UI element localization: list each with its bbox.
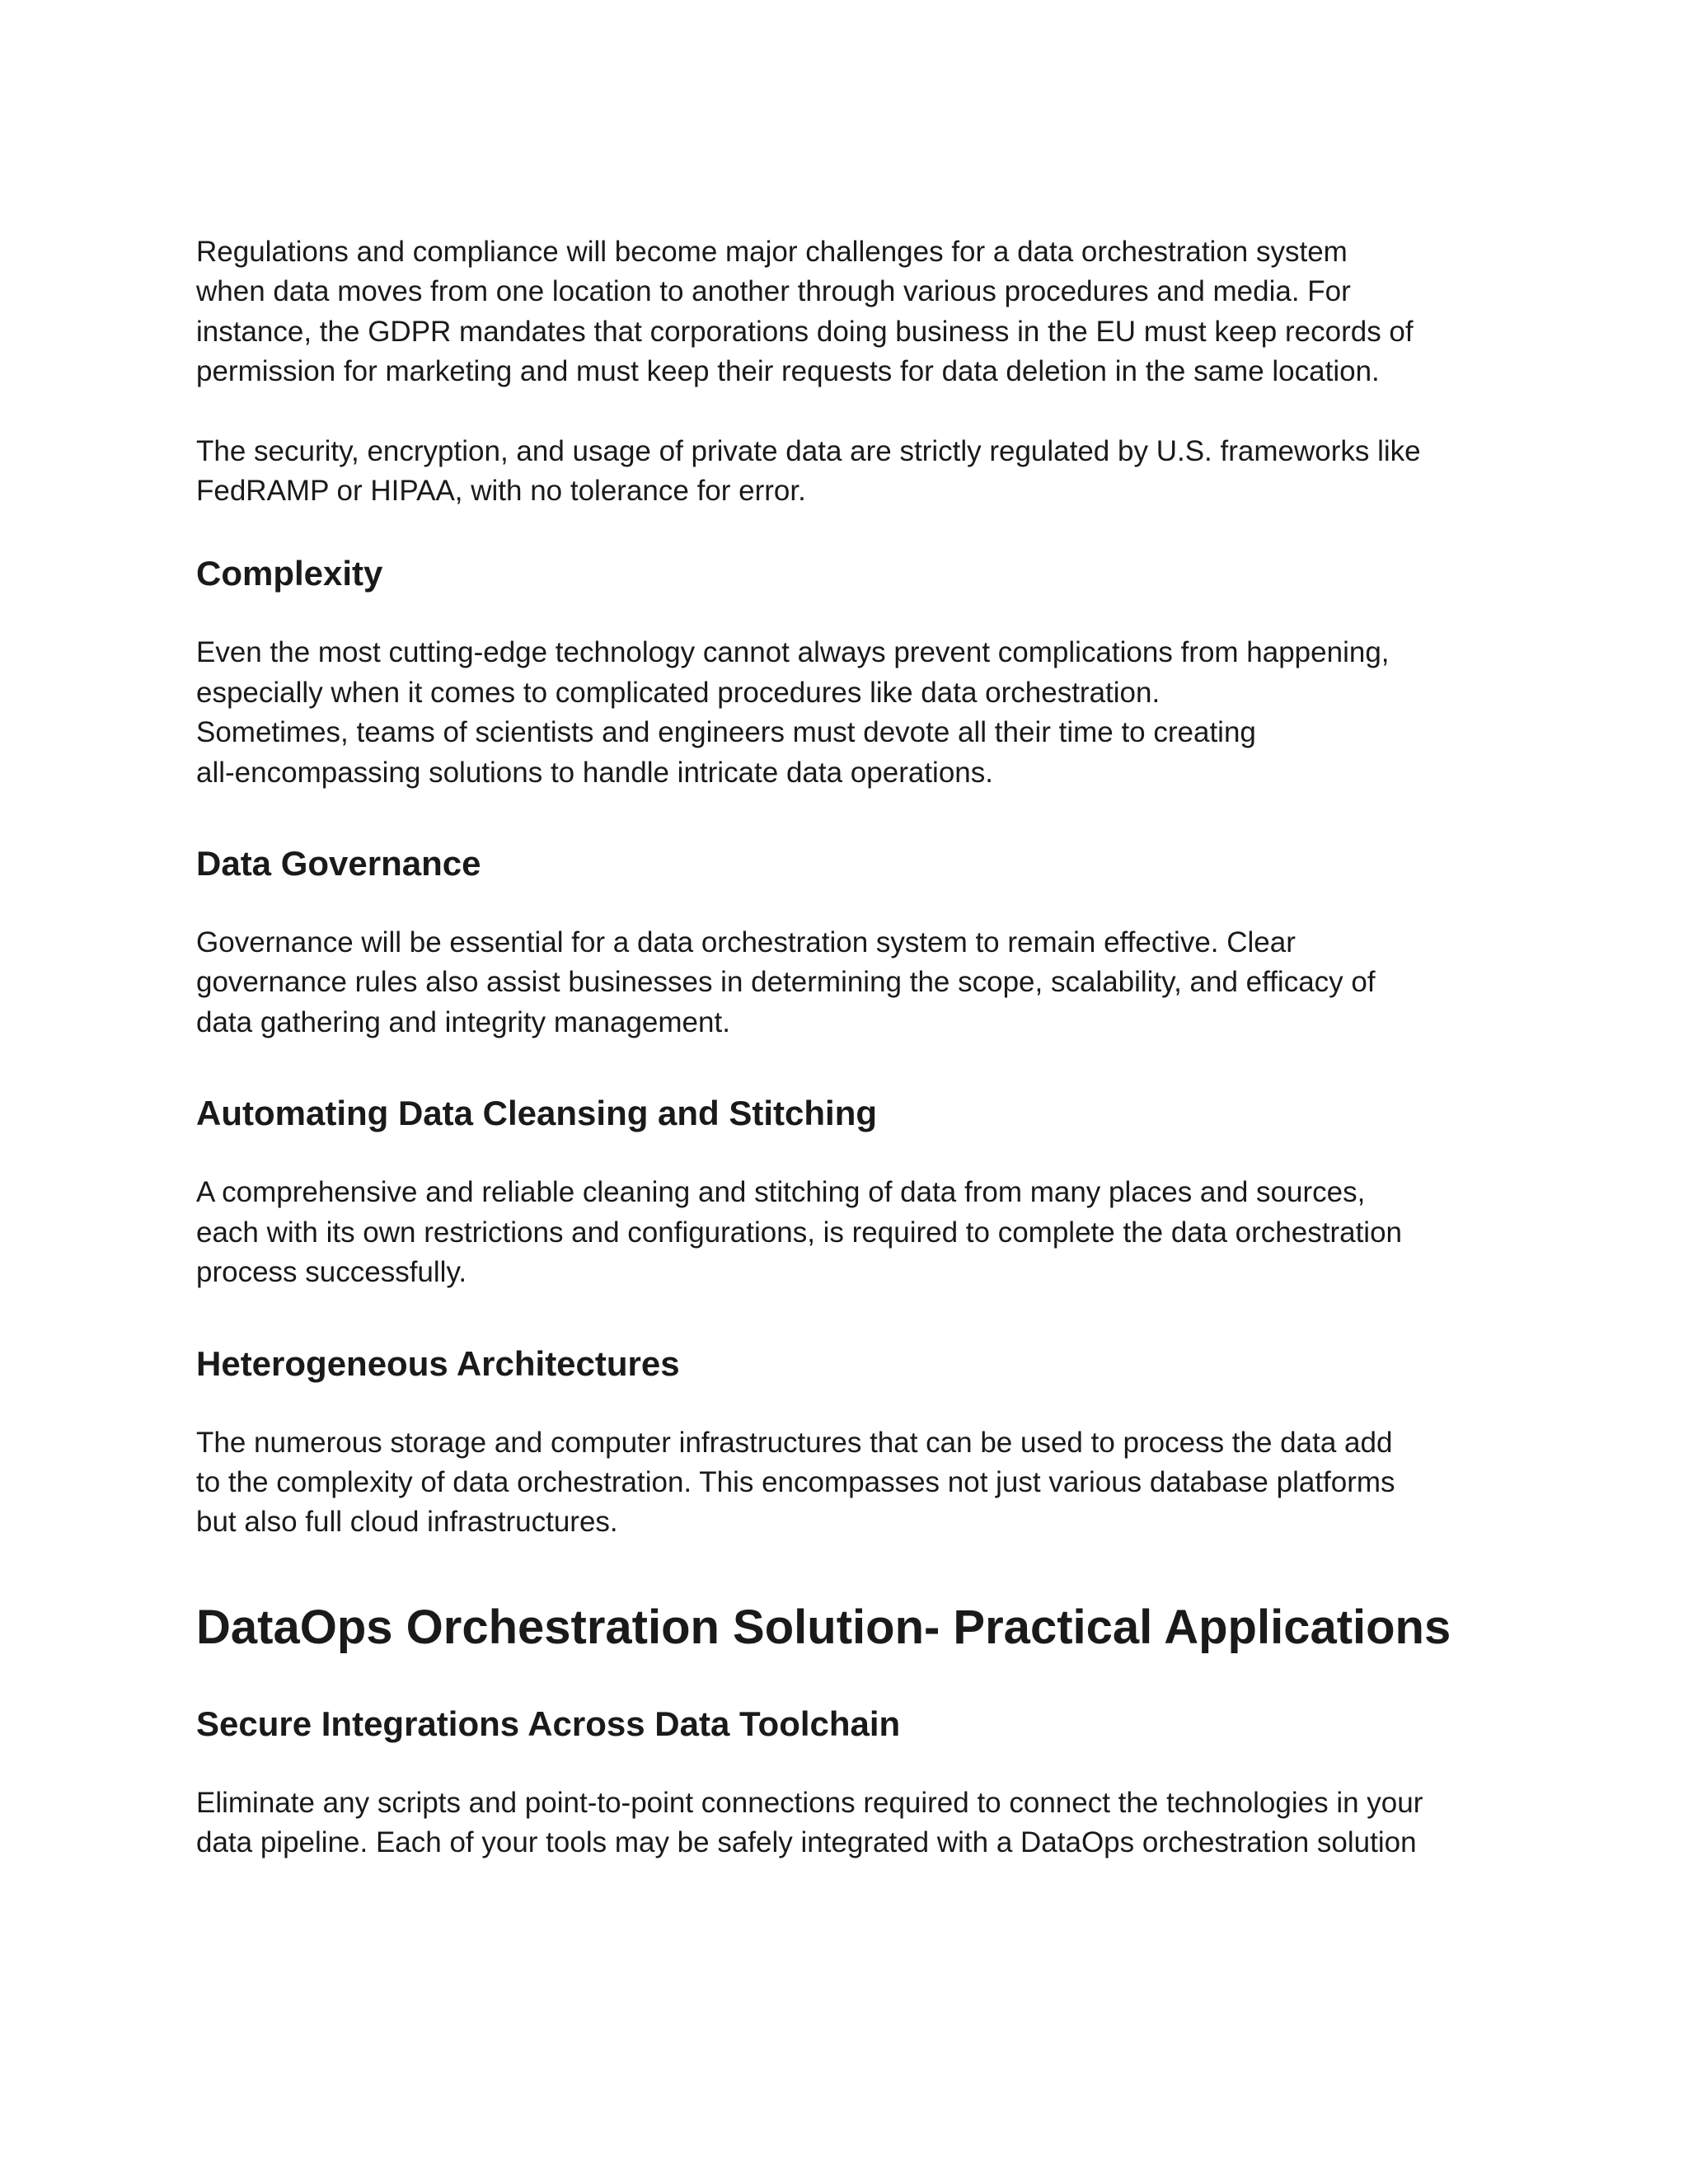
- heterogeneous-paragraph: [196, 1423, 1498, 1543]
- text-line: data gathering and integrity management.: [196, 1005, 730, 1038]
- text-line: Governance will be essential for a data orchestration system to remain effective. Clear: [196, 926, 1296, 959]
- text-line: Eliminate any scripts and point-to-point connections required to connect the technologies in your: [196, 1786, 1423, 1819]
- governance-paragraph: [196, 923, 1498, 1043]
- section-heading-complexity: Complexity: [196, 554, 383, 593]
- text-line: FedRAMP or HIPAA, with no tolerance for error.: [196, 475, 806, 508]
- text-line: The numerous storage and computer infrastructures that can be used to process the data add: [196, 1426, 1393, 1459]
- intro-paragraph-1: [196, 232, 1498, 392]
- text-line: to the complexity of data orchestration. This encompasses not just various database platforms: [196, 1465, 1395, 1498]
- text-line: especially when it comes to complicated procedures like data orchestration.: [196, 676, 1160, 709]
- text-line: each with its own restrictions and configurations, is required to complete the data orchestration: [196, 1216, 1402, 1249]
- text-line: instance, the GDPR mandates that corporations doing business in the EU must keep records of: [196, 315, 1414, 348]
- text-line: permission for marketing and must keep their requests for data deletion in the same location.: [196, 355, 1380, 388]
- section-heading-secure-integrations: Secure Integrations Across Data Toolchain: [196, 1704, 901, 1743]
- text-line: process successfully.: [196, 1256, 467, 1289]
- text-line: when data moves from one location to another through various procedures and media. For: [196, 275, 1351, 308]
- section-heading-cleansing: Automating Data Cleansing and Stitching: [196, 1094, 878, 1133]
- text-line: The security, encryption, and usage of private data are strictly regulated by U.S. frameworks like: [196, 434, 1421, 467]
- document-page: [196, 232, 1498, 1863]
- section-heading-data-governance: Data Governance: [196, 844, 481, 883]
- text-line: Regulations and compliance will become major challenges for a data orchestration system: [196, 236, 1348, 268]
- text-line: data pipeline. Each of your tools may be safely integrated with a DataOps orchestration solution: [196, 1826, 1417, 1859]
- text-line: Even the most cutting-edge technology cannot always prevent complications from happening,: [196, 636, 1390, 669]
- cleansing-paragraph: [196, 1173, 1498, 1292]
- secure-paragraph: [196, 1783, 1498, 1863]
- intro-paragraph-2: [196, 432, 1498, 512]
- text-line: A comprehensive and reliable cleaning and stitching of data from many places and sources,: [196, 1176, 1366, 1209]
- complexity-paragraph: [196, 633, 1498, 793]
- section-title-dataops: DataOps Orchestration Solution- Practical Applications: [196, 1600, 1451, 1654]
- text-line: all-encompassing solutions to handle intricate data operations.: [196, 756, 993, 789]
- text-line: governance rules also assist businesses in determining the scope, scalability, and efficacy of: [196, 966, 1376, 999]
- text-line: Sometimes, teams of scientists and engineers must devote all their time to creating: [196, 716, 1256, 749]
- section-heading-heterogeneous: Heterogeneous Architectures: [196, 1343, 680, 1383]
- text-line: but also full cloud infrastructures.: [196, 1506, 618, 1539]
